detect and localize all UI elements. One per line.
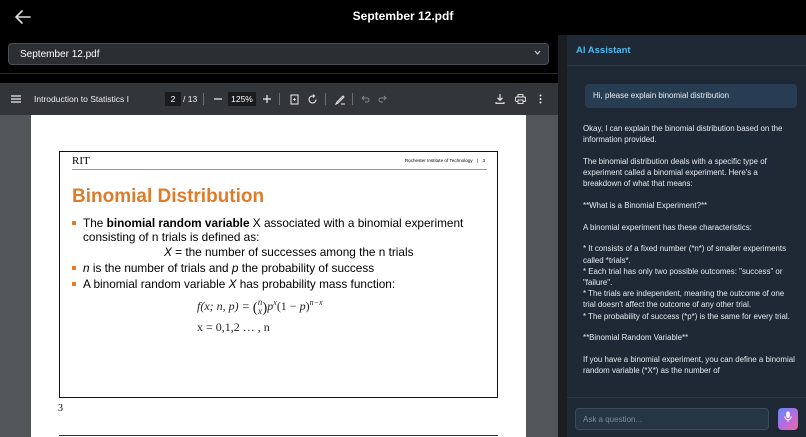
bullet-text: The — [83, 216, 107, 230]
menu-icon[interactable] — [8, 83, 24, 115]
response-paragraph: Okay, I can explain the binomial distribution based on the information provided. — [583, 124, 783, 145]
page-footer-number: 3 — [58, 403, 63, 414]
undo-icon[interactable] — [358, 83, 372, 115]
slide-bullet-continuation: consisting of n trials is defined as: — [83, 230, 260, 244]
pdf-page — [31, 115, 526, 437]
pdf-toolbar — [0, 83, 558, 115]
response-paragraph: If you have a binomial experiment, you can define a binomial random variable (*X*) as the number of — [583, 355, 795, 376]
page-number-input[interactable]: 2 — [165, 92, 181, 106]
response-paragraph: A binomial experiment has these characteristics: — [583, 222, 752, 232]
divider — [0, 73, 558, 74]
redo-icon[interactable] — [375, 83, 389, 115]
pmf-domain: x = 0,1,2 … , n — [197, 320, 270, 334]
formula-lhs: f(x; n, p) = — [197, 299, 253, 313]
divider — [279, 93, 280, 105]
bullet-italic-text: p — [231, 261, 239, 275]
annotate-icon[interactable] — [332, 83, 348, 115]
assistant-response — [583, 123, 795, 385]
bullet-text: X associated with a binomial experiment — [249, 216, 464, 230]
microphone-button[interactable] — [778, 408, 798, 430]
bullet-bold-text: binomial random variable — [106, 216, 250, 230]
pmf-formula: f(x; n, p) = (n $x)p^x(1 - p)^{n-x}$ — [197, 297, 323, 316]
microphone-icon — [784, 410, 792, 428]
input-row — [567, 397, 806, 437]
bullet-text: A binomial random variable — [83, 277, 229, 291]
file-select-dropdown[interactable] — [8, 43, 549, 65]
print-icon[interactable] — [513, 83, 527, 115]
response-paragraph: **Binomial Random Variable** — [583, 333, 689, 343]
zoom-in-icon[interactable] — [260, 83, 274, 115]
slide-header-logo: RIT — [72, 155, 90, 167]
bullet-italic-text: X — [228, 277, 237, 291]
pdf-doc-title: Introduction to Statistics I — [34, 94, 129, 104]
total-pages: / 13 — [183, 94, 198, 104]
window-title: September 12.pdf — [352, 9, 454, 23]
slide-header-separator: | — [476, 158, 479, 163]
bullet-text: has probability mass function: — [236, 277, 396, 291]
bullet-italic-text: n — [83, 261, 90, 275]
slide-header-institution: Rochester Institute of Technology — [404, 158, 473, 163]
rotate-icon[interactable] — [304, 83, 320, 115]
slide-header-right — [405, 158, 485, 163]
divider — [352, 93, 353, 105]
zoom-level-input[interactable]: 125% — [228, 92, 256, 106]
response-paragraph: **What is a Binomial Experiment?** — [583, 201, 708, 211]
slide-title: Binomial Distribution — [72, 186, 265, 207]
bullet-text: is the number of trials and — [89, 261, 232, 275]
ask-question-input[interactable] — [575, 408, 769, 430]
divider — [567, 65, 806, 66]
slide-bullet — [72, 277, 395, 291]
bullet-marker — [72, 221, 76, 225]
fit-page-icon[interactable] — [287, 83, 301, 115]
slide — [59, 151, 498, 398]
response-paragraph: * It consists of a fixed number (*n*) of smaller experiments called *trials*. * Each trial has only two possible outcomes: "success" or "failure". * The trials are independent, meaning the outcome of one trial doesn't affect the outcome of any other trial. * The probability of success (*p*) is the same for every trial. — [583, 244, 790, 321]
slide-header-rule — [72, 169, 487, 170]
bullet-marker — [72, 282, 76, 286]
panel-resize-handle[interactable] — [558, 35, 567, 437]
pdf-viewer[interactable] — [0, 115, 558, 437]
slide-bullet — [72, 216, 463, 230]
formula-p: p — [267, 299, 274, 313]
slide-bullet — [72, 261, 374, 275]
divider — [325, 93, 326, 105]
response-paragraph: The binomial distribution deals with a specific type of experiment called a binomial experiment. Here's a breakdown of what that means: — [583, 156, 767, 189]
chevron-down-icon — [533, 48, 542, 59]
document-pane — [0, 35, 558, 437]
file-select-value: September 12.pdf — [20, 49, 100, 60]
ai-panel-title: AI Assistant — [576, 45, 631, 56]
zoom-out-icon[interactable] — [211, 83, 225, 115]
slide-header-page: 3 — [482, 158, 485, 163]
ai-assistant-panel — [567, 35, 806, 437]
user-message-bubble: Hi, please explain binomial distribution — [585, 84, 797, 108]
download-icon[interactable] — [493, 83, 507, 115]
top-bar — [0, 0, 806, 35]
bullet-text: the probability of success — [238, 261, 375, 275]
more-options-icon[interactable] — [533, 83, 547, 115]
slide-definition: X = the number of successes among the n trials — [164, 245, 414, 259]
divider — [203, 93, 204, 105]
bullet-marker — [72, 266, 76, 270]
next-slide-edge — [59, 435, 498, 436]
